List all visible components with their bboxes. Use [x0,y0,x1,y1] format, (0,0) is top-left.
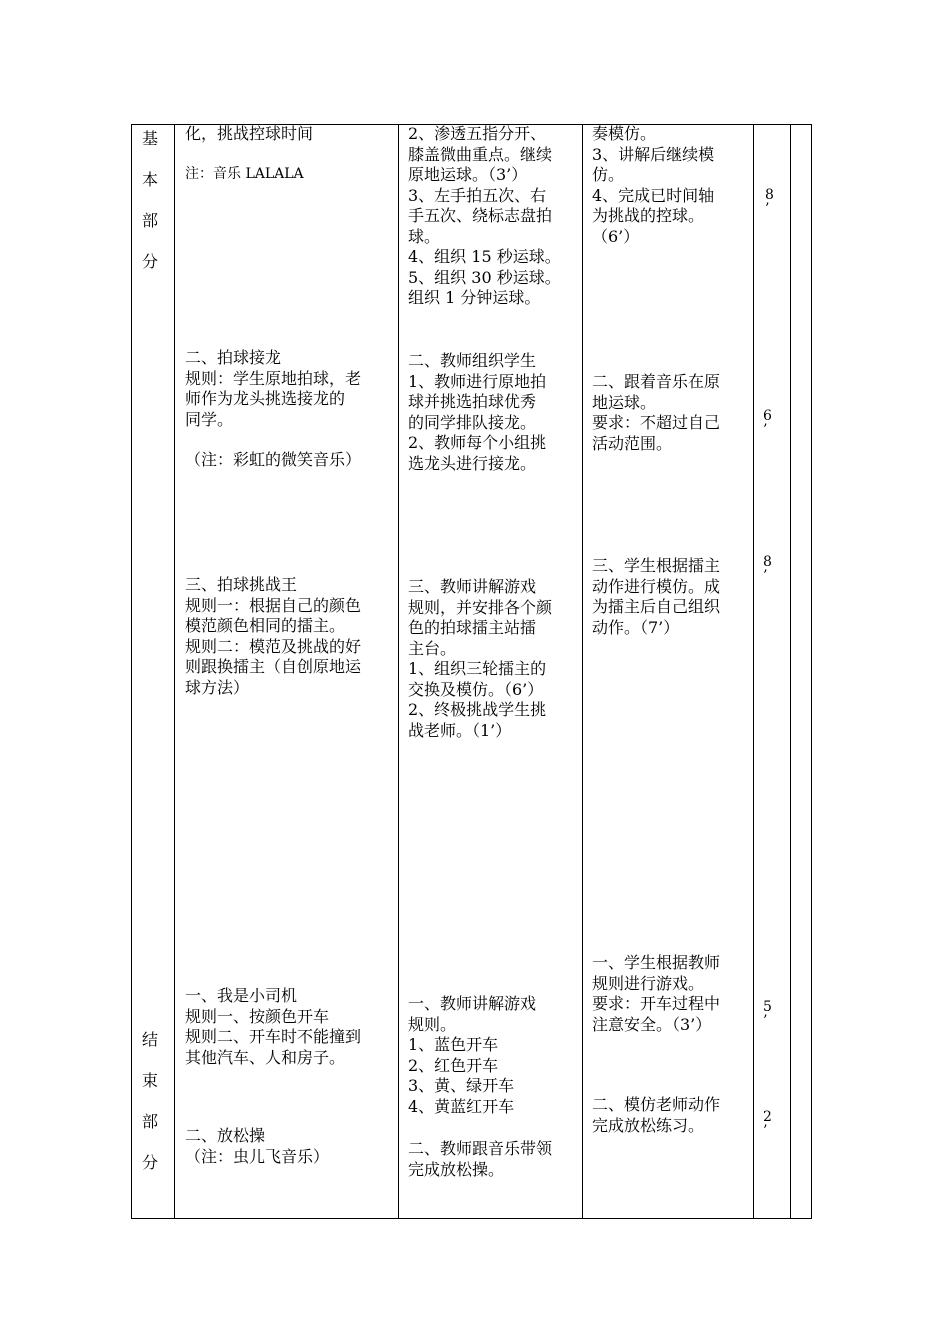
section-label-basic: 基 本 部 分 [141,129,158,271]
student-cell: 奏模仿。 3、讲解后继续模 仿。 4、完成已时间轴 为挑战的控球。 （6’） [592,124,715,246]
music-note: （注：彩虹的微笑音乐） [185,450,362,469]
teacher-cell: 一、教师讲解游戏 规则。 1、蓝色开车 2、红色开车 3、黄、绿开车 4、黄蓝红开车 [408,994,537,1116]
time-cell: 6 ’ [763,408,772,438]
content-cell: 三、拍球挑战王 规则一：根据自己的颜色 模范颜色相同的擂主。 规则二：模范及挑战的好 则跟换擂主（自创原地运 球方法） [185,575,362,697]
teacher-cell: 二、教师组织学生 1、教师进行原地拍 球并挑选拍球优秀 的同学排队接龙。 2、教师每个小组挑 选龙头进行接龙。 [408,351,547,473]
time-cell: 8 ’ [763,554,772,584]
table-divider [582,124,583,1219]
table-divider [174,124,175,1219]
content-cell: 化，挑战控球时间 [185,124,314,143]
student-cell: 二、跟着音乐在原 地运球。 要求：不超过自己 活动范围。 [592,372,721,453]
table-border-left [131,124,132,1219]
content-cell: 二、放松操 （注：虫儿飞音乐） [185,1126,330,1166]
table-divider [753,124,754,1219]
time-cell: 8 ’ [765,187,774,217]
content-cell: 一、我是小司机 规则一、按颜色开车 规则二、开车时不能撞到 其他汽车、人和房子。 [185,986,362,1067]
teacher-cell: 2、渗透五指分开、 膝盖微曲重点。继续 原地运球。（3’） 3、左手拍五次、右 手五次、绕标志盘拍 球。 4、组织 15 秒运球。 5、组织 30 秒运球。 组织 1 分钟运球。 [408,124,561,307]
teacher-cell: 二、教师跟音乐带领 完成放松操。 [408,1139,553,1179]
teacher-cell: 三、教师讲解游戏 规则，并安排各个颜 色的拍球擂主站擂 主台。 1、组织三轮擂主的 交换及模仿。（6’） 2、终极挑战学生挑 战老师。（1’） [408,577,553,740]
student-cell: 三、学生根据擂主 动作进行模仿。成 为擂主后自己组织 动作。（7’） [592,556,721,637]
student-cell: 一、学生根据教师 规则进行游戏。 要求：开车过程中 注意安全。（3’） [592,953,721,1034]
table-border-right [811,124,812,1219]
music-note: 注：音乐 LALALA [185,166,304,182]
table-bottom-border [131,1218,812,1219]
section-label-ending: 结 束 部 分 [141,1030,158,1172]
time-cell: 5 ’ [763,999,772,1029]
table-divider [790,124,791,1219]
student-cell: 二、模仿老师动作 完成放松练习。 [592,1095,721,1135]
table-divider [398,124,399,1219]
time-cell: 2 ’ [763,1109,772,1139]
content-cell: 二、拍球接龙 规则：学生原地拍球，老 师作为龙头挑选接龙的 同学。 [185,348,362,429]
